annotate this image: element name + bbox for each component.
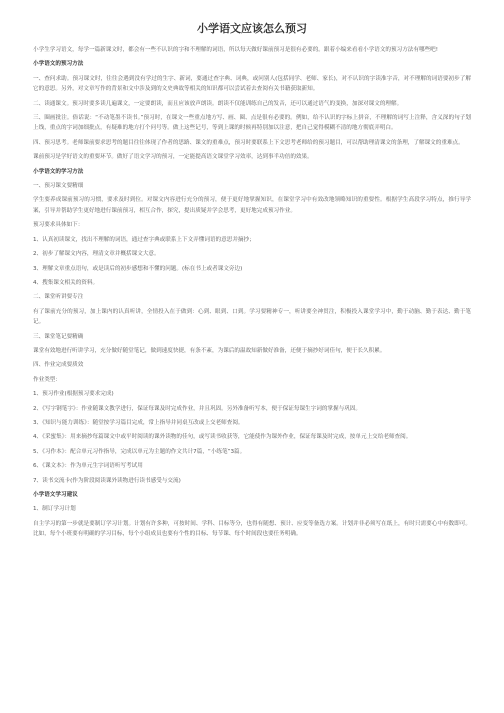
body-paragraph: 4、搜集课文相关的资料。 (33, 279, 99, 286)
body-paragraph: 预习要求具体如下： (33, 222, 84, 229)
body-paragraph: 4、《采蜜集》：用来摘抄每篇课文中或平时阅读的课外读物的佳句，或写读书收获等，它能使作为课外作业，保证每课及时完成，按单元上交给老师查阅。 (33, 434, 412, 441)
body-paragraph: 6、《课文本》：作为单元生字词语听写考试用 (33, 463, 143, 470)
body-paragraph: 二、课堂听讲要专注 (33, 294, 84, 301)
document-title: 小学语文应该怎么预习 (197, 22, 307, 35)
body-paragraph: 1、制订学习计划 (33, 506, 76, 513)
body-paragraph: 三、课堂笔记要精确 (33, 333, 84, 340)
body-paragraph: 2、《写字钢笔字》：作业随课文教学进行，保证每课及时完成作业，并且巩固。另外准备听写本，便于保证每课生字词的掌握与巩固。 (33, 405, 361, 412)
body-paragraph: 一、预习课文要精细 (33, 183, 84, 190)
body-paragraph: 课前预习是学好语文的重要环节。做好了语文学习的预习，一定能提高语文课堂学习效率，达到事半功倍的效果。 (33, 154, 313, 161)
body-paragraph: 四、作业完成要质效 (33, 362, 84, 369)
body-paragraph: 课堂有效地进行听讲学习，充分做好随堂笔记，做到速度快捷，有条不紊，为课后的温故知新做好准备，还便于摘抄好词佳句，便于长久积累。 (33, 347, 386, 354)
body-paragraph: 3、《知识与能力训练》：随堂按学习篇目完成，常上指导并同桌互改或上交老师查阅。 (33, 419, 244, 426)
body-paragraph: 1、预习作业(根据预习要求完成) (33, 391, 114, 398)
body-paragraph: 自主学习的第一步就是要制订学习计划。计划有许多种，可按时间、学科、目标等分，也得有随想、预计、应变等备选方案。计划并非必须写在纸上，有时只需要心中有数即可。比如，每个小班要有明确的学习目标，每个小组成员也要有个性的目标、每节课、每个时间段也要任务明确。 (33, 520, 471, 538)
body-paragraph: 2、初步了解课文内容，理清文章并概括课文大意。 (33, 251, 160, 258)
section-heading: 小学语文学习建议 (33, 492, 78, 498)
document-body (33, 45, 471, 540)
body-paragraph: 小学生学习语文，每学一篇新课文时，都会有一些不认识的字和不理解的词语，所以每天做好课前预习是很有必要的。跟着小编来看看小学语文的预习方法有哪些吧! (33, 47, 438, 53)
body-paragraph: 一、查问求助。预习课文时，往往会遇到没有学过的生字、新词，要通过查字典、词典，或问别人(包括同学、老师、家长)，对不认识的字读准字音，对不理解的词语要初步了解它的意思。另外，对文章写作的背景和文中涉及到的文史典故等相关的知识都可以尝试着去查阅有关书籍获取新知。 (33, 75, 471, 93)
body-paragraph: 5、《习作本》：配合单元习作指导，完成以单元为主题的作文共计7篇，“小练笔”3篇。 (33, 448, 246, 455)
body-paragraph: 3、理解文章重点语句，或是读后的初步感想和不懂的问题。(标在书上或者课文旁边) (33, 265, 243, 272)
body-paragraph: 三、圈画批注。俗话说：“不动笔墨不读书。”预习时，在课文一些重点地方写、画、圈、点是很有必要的。例如，给不认识的字标上拼音，不理解的词写上注释，含义深的句子划上线，重点的字词加细批点，有疑难的地方打个问号等。做上这些记号，等到上课的时候再特别加以注意，把自己觉得模糊不清的地方彻底弄明白。 (33, 115, 471, 132)
body-paragraph: 7、读书交流卡(作为阶段阅读课外读物进行读书感受与交流) (33, 477, 181, 484)
section-heading: 小学语文的预习方法 (33, 61, 84, 68)
body-paragraph: 四、预习思考。老师课前要求思考的题目往往体现了作者的思路、课文的重难点，预习时要联系上下文思考老师给的预习题目，可以帮助理清课文的条理，了解课文的重难点。 (33, 139, 464, 146)
body-paragraph: 有了课前充分的预习，加上课内的认真听讲，全情投入在于做到：心到、眼到、口到。学习要精神专一，听讲要全神贯注，积极投入课堂学习中，勤于动脑、勤于表达、勤于笔记。 (33, 308, 471, 326)
body-paragraph: 1、认真初读课文，找出不理解的词语，通过查字典或联系上下文弄懂词语的意思并摘抄； (33, 236, 255, 243)
section-heading: 小学语文的学习方法 (33, 168, 84, 175)
body-paragraph: 二、读通课文。预习时要多读几遍课文，一定要朗读，而且应该放声朗读。朗读不仅能训练自己的发音，还可以通过语气的变换，加深对课文的理解。 (33, 100, 403, 107)
body-paragraph: 作业类型： (33, 376, 61, 383)
body-paragraph: 学生要养成课前预习的习惯，要求及时到位。对课文内容进行充分的预习，便于更好地掌握知识，在课堂学习中有效改地领略知识的重要性。根据学生高段学习特点，推行导学案，引导并帮助学生更好地进行课前预习，相互合作，探究，提出质疑并学会思考，更好地完成预习作业。 (33, 197, 471, 214)
